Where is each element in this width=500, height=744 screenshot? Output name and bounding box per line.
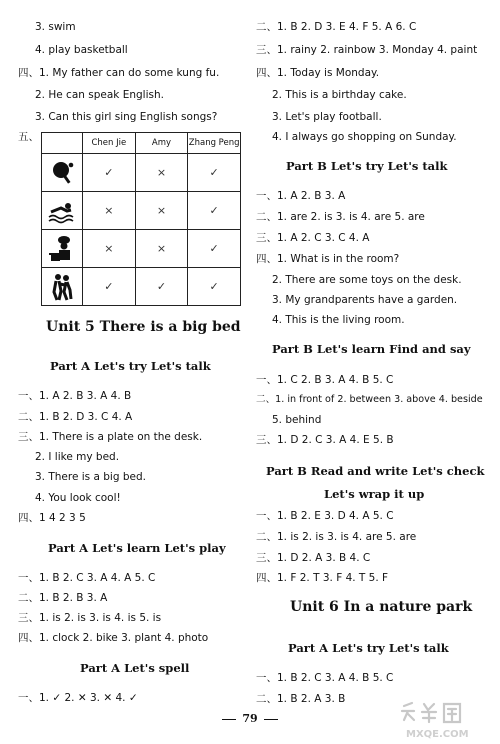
- section-heading: Part A Let's try Let's talk: [50, 359, 211, 373]
- table-cell: ×: [83, 192, 136, 230]
- table-corner-cell: [42, 133, 83, 154]
- svg-text:MXQE.COM: MXQE.COM: [406, 729, 469, 740]
- answer-line: 3. swim: [35, 21, 76, 33]
- answer-line: 三、1. D 2. C 3. A 4. E 5. B: [256, 434, 394, 446]
- section-heading: Part A Let's try Let's talk: [288, 641, 449, 655]
- table-row: [42, 192, 241, 230]
- answer-line: 四、1 4 2 3 5: [18, 512, 86, 524]
- answer-line: 四、1. Today is Monday.: [256, 67, 380, 79]
- answer-line: 四、1. What is in the room?: [256, 253, 400, 265]
- table-header-cell: Zhang Peng: [188, 133, 241, 154]
- answer-line: 4. play basketball: [35, 44, 128, 56]
- answer-line: 二、1. B 2. D 3. C 4. A: [18, 411, 133, 423]
- answer-line: 3. My grandparents have a garden.: [272, 294, 458, 306]
- answer-line: 一、1. B 2. E 3. D 4. A 5. C: [256, 510, 394, 522]
- answer-line: 一、1. B 2. C 3. A 4. B 5. C: [256, 672, 394, 684]
- table-cell: ✓: [188, 268, 241, 306]
- answer-line: 四、1. F 2. T 3. F 4. T 5. F: [256, 572, 389, 584]
- table-cell: ✓: [188, 192, 241, 230]
- cooking-icon: [42, 230, 83, 268]
- table-row: [42, 154, 241, 192]
- page-number-dash: [222, 719, 236, 720]
- table-cell: ×: [135, 230, 188, 268]
- answer-line: 3. There is a big bed.: [35, 471, 146, 483]
- answer-line: 三、1. D 2. A 3. B 4. C: [256, 552, 371, 564]
- answer-line: 二、1. B 2. D 3. E 4. F 5. A 6. C: [256, 21, 417, 33]
- answer-line: 二、1. B 2. A 3. B: [256, 693, 346, 705]
- answer-line: 2. There are some toys on the desk.: [272, 274, 462, 286]
- table-cell: ✓: [135, 268, 188, 306]
- table-header-cell: Chen Jie: [83, 133, 136, 154]
- answer-line: 四、1. My father can do some kung fu.: [18, 67, 220, 79]
- table-cell: ×: [135, 192, 188, 230]
- section-label: 五、: [18, 131, 39, 143]
- ping-pong-icon: [42, 154, 83, 192]
- answer-line: 一、1. A 2. B 3. A 4. B: [18, 390, 132, 402]
- answer-line: 四、1. clock 2. bike 3. plant 4. photo: [18, 632, 209, 644]
- answer-line: 三、1. is 2. is 3. is 4. is 5. is: [18, 612, 162, 624]
- watermark-logo: [398, 700, 496, 740]
- table-cell: ✓: [83, 154, 136, 192]
- activity-table: [41, 132, 241, 306]
- answer-line: 二、1. are 2. is 3. is 4. are 5. are: [256, 211, 425, 223]
- unit-title: Unit 6 In a nature park: [290, 599, 473, 615]
- section-heading: Part A Let's spell: [80, 661, 190, 675]
- page-number-dash: [264, 719, 278, 720]
- answer-line: 5. behind: [272, 414, 322, 426]
- section-heading: Part A Let's learn Let's play: [48, 541, 226, 555]
- answer-line: 4. I always go shopping on Sunday.: [272, 131, 457, 143]
- table-cell: ×: [135, 154, 188, 192]
- answer-line: 4. This is the living room.: [272, 314, 405, 326]
- section-heading: Part B Let's try Let's talk: [286, 159, 448, 173]
- table-header-row: [42, 133, 241, 154]
- table-row: [42, 230, 241, 268]
- answer-line: 一、1. A 2. B 3. A: [256, 190, 346, 202]
- page-number-text: 79: [242, 712, 258, 725]
- dancing-icon: [42, 268, 83, 306]
- answer-line: 三、1. There is a plate on the desk.: [18, 431, 203, 443]
- table-cell: ×: [83, 230, 136, 268]
- section-heading: Part B Read and write Let's check: [266, 464, 485, 478]
- swimming-icon: [42, 192, 83, 230]
- answer-line: 二、1. is 2. is 3. is 4. are 5. are: [256, 531, 417, 543]
- answer-line: 2. He can speak English.: [35, 89, 164, 101]
- answer-line: 二、1. in front of 2. between 3. above 4. beside: [256, 394, 483, 405]
- table-cell: ✓: [83, 268, 136, 306]
- section-heading: Part B Let's learn Find and say: [272, 342, 471, 356]
- section-heading: Let's wrap it up: [324, 487, 425, 501]
- table-header-cell: Amy: [135, 133, 188, 154]
- answer-line: 2. I like my bed.: [35, 451, 120, 463]
- answer-line: 三、1. rainy 2. rainbow 3. Monday 4. paint: [256, 44, 478, 56]
- answer-line: 二、1. B 2. B 3. A: [18, 592, 108, 604]
- answer-line: 一、1. B 2. C 3. A 4. A 5. C: [18, 572, 156, 584]
- answer-line: 2. This is a birthday cake.: [272, 89, 407, 101]
- table-cell: ✓: [188, 230, 241, 268]
- answer-line: 4. You look cool!: [35, 492, 121, 504]
- answer-line: 3. Can this girl sing English songs?: [35, 111, 218, 123]
- answer-line: 一、1. C 2. B 3. A 4. B 5. C: [256, 374, 394, 386]
- table-row: [42, 268, 241, 306]
- table-cell: ✓: [188, 154, 241, 192]
- answer-line: 三、1. A 2. C 3. C 4. A: [256, 232, 370, 244]
- unit-title: Unit 5 There is a big bed: [46, 319, 241, 335]
- answer-line: 一、1. ✓ 2. ✕ 3. ✕ 4. ✓: [18, 692, 138, 704]
- answer-line: 3. Let's play football.: [272, 111, 382, 123]
